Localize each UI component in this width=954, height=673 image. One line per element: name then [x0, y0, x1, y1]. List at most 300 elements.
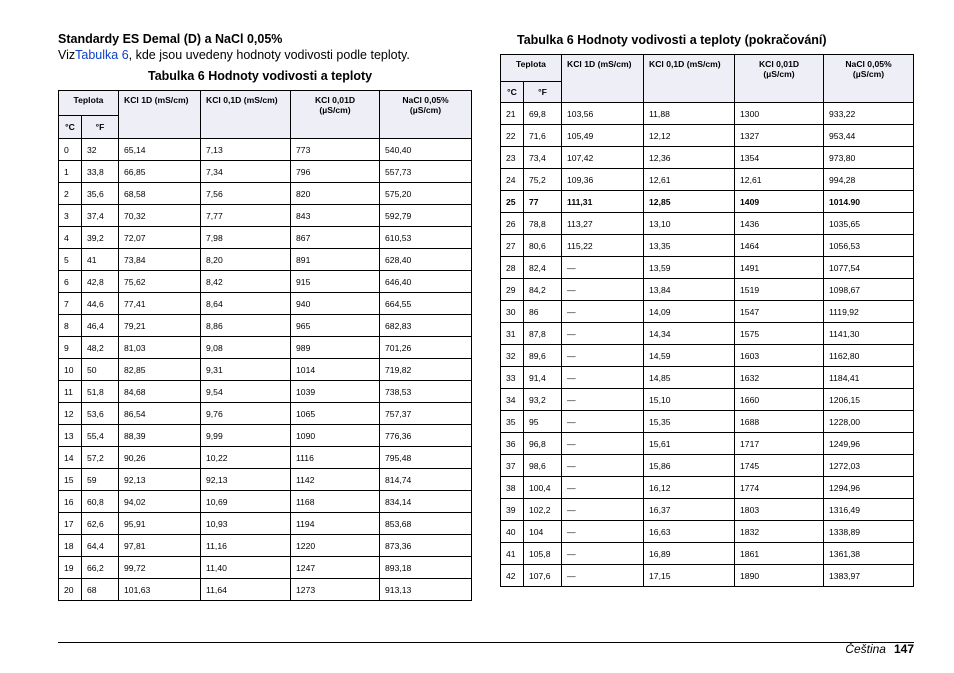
cell-fahrenheit: 96,8: [524, 433, 562, 455]
cell-fahrenheit: 41: [82, 249, 119, 271]
table-6-link[interactable]: Tabulka 6: [75, 48, 129, 62]
cell-kcl-1d: 77,41: [119, 293, 201, 315]
cell-celsius: 6: [59, 271, 82, 293]
table-right-body: [501, 103, 914, 587]
table-row: [59, 425, 472, 447]
cell-nacl: 834,14: [380, 491, 472, 513]
cell-nacl: 973,80: [824, 147, 914, 169]
cell-kcl-001d: 1273: [291, 579, 380, 601]
cell-nacl: 933,22: [824, 103, 914, 125]
table-row: [501, 191, 914, 213]
cell-nacl: 646,40: [380, 271, 472, 293]
cell-kcl-001d: 12,61: [735, 169, 824, 191]
cell-celsius: 5: [59, 249, 82, 271]
cell-celsius: 23: [501, 147, 524, 169]
table-row: [501, 235, 914, 257]
table-row: [501, 147, 914, 169]
cell-nacl: 628,40: [380, 249, 472, 271]
cell-fahrenheit: 89,6: [524, 345, 562, 367]
table-row: [501, 433, 914, 455]
table-row: [59, 183, 472, 205]
cell-kcl-001d: 773: [291, 139, 380, 161]
section-heading: Standardy ES Demal (D) a NaCl 0,05%: [58, 32, 283, 46]
cell-celsius: 3: [59, 205, 82, 227]
cell-celsius: 12: [59, 403, 82, 425]
cell-celsius: 21: [501, 103, 524, 125]
cell-celsius: 28: [501, 257, 524, 279]
cell-fahrenheit: 102,2: [524, 499, 562, 521]
cell-kcl-001d: 1832: [735, 521, 824, 543]
cell-celsius: 16: [59, 491, 82, 513]
cell-fahrenheit: 77: [524, 191, 562, 213]
cell-celsius: 20: [59, 579, 82, 601]
table-row: [501, 477, 914, 499]
cell-kcl-1d: —: [562, 257, 644, 279]
cell-nacl: 1077,54: [824, 257, 914, 279]
cell-kcl-01d: 15,86: [644, 455, 735, 477]
table-row: [59, 139, 472, 161]
cell-kcl-01d: 7,77: [201, 205, 291, 227]
cell-celsius: 1: [59, 161, 82, 183]
cell-kcl-1d: 111,31: [562, 191, 644, 213]
cell-fahrenheit: 73,4: [524, 147, 562, 169]
cell-kcl-01d: 15,35: [644, 411, 735, 433]
cell-kcl-01d: 12,12: [644, 125, 735, 147]
cell-nacl: 540,40: [380, 139, 472, 161]
cell-kcl-01d: 8,64: [201, 293, 291, 315]
cell-nacl: 1228,00: [824, 411, 914, 433]
cell-fahrenheit: 100,4: [524, 477, 562, 499]
table-row: [59, 205, 472, 227]
cell-kcl-001d: 1354: [735, 147, 824, 169]
cell-kcl-1d: 88,39: [119, 425, 201, 447]
cell-kcl-001d: 1491: [735, 257, 824, 279]
header-celsius: °C: [501, 82, 524, 103]
cell-kcl-1d: —: [562, 477, 644, 499]
cell-kcl-001d: 1519: [735, 279, 824, 301]
table-row: [59, 161, 472, 183]
table-row: [59, 579, 472, 601]
cell-kcl-01d: 8,42: [201, 271, 291, 293]
cell-kcl-1d: 72,07: [119, 227, 201, 249]
cell-kcl-1d: —: [562, 279, 644, 301]
section-intro: [58, 48, 410, 62]
cell-celsius: 42: [501, 565, 524, 587]
cell-fahrenheit: 60,8: [82, 491, 119, 513]
table-row: [501, 213, 914, 235]
cell-fahrenheit: 51,8: [82, 381, 119, 403]
intro-prefix: Viz: [58, 48, 76, 62]
table-right-caption: Tabulka 6 Hodnoty vodivosti a teploty (pokračování): [517, 33, 827, 47]
cell-kcl-001d: 1660: [735, 389, 824, 411]
cell-kcl-1d: 90,26: [119, 447, 201, 469]
cell-kcl-001d: 1327: [735, 125, 824, 147]
table-row: [59, 315, 472, 337]
header-temperature: Teplota: [59, 91, 119, 116]
cell-celsius: 27: [501, 235, 524, 257]
cell-kcl-1d: 92,13: [119, 469, 201, 491]
table-row: [59, 557, 472, 579]
table-row: [501, 103, 914, 125]
cell-kcl-001d: 1803: [735, 499, 824, 521]
cell-fahrenheit: 64,4: [82, 535, 119, 557]
cell-kcl-1d: 101,63: [119, 579, 201, 601]
cell-fahrenheit: 62,6: [82, 513, 119, 535]
cell-nacl: 1338,89: [824, 521, 914, 543]
cell-kcl-1d: —: [562, 455, 644, 477]
cell-kcl-001d: 891: [291, 249, 380, 271]
cell-kcl-1d: —: [562, 411, 644, 433]
cell-celsius: 2: [59, 183, 82, 205]
cell-fahrenheit: 46,4: [82, 315, 119, 337]
page-number: 147: [893, 642, 914, 656]
cell-kcl-01d: 16,37: [644, 499, 735, 521]
table-row: [501, 389, 914, 411]
cell-nacl: 1272,03: [824, 455, 914, 477]
table-row: [59, 337, 472, 359]
cell-kcl-1d: 84,68: [119, 381, 201, 403]
cell-nacl: 853,68: [380, 513, 472, 535]
cell-kcl-001d: 1090: [291, 425, 380, 447]
cell-celsius: 26: [501, 213, 524, 235]
cell-fahrenheit: 86: [524, 301, 562, 323]
cell-kcl-01d: 7,56: [201, 183, 291, 205]
cell-fahrenheit: 35,6: [82, 183, 119, 205]
header-temperature: Teplota: [501, 55, 562, 82]
table-row: [59, 381, 472, 403]
cell-nacl: 719,82: [380, 359, 472, 381]
header-fahrenheit: °F: [82, 116, 119, 139]
cell-kcl-001d: 1745: [735, 455, 824, 477]
cell-kcl-1d: 70,32: [119, 205, 201, 227]
table-row: [501, 301, 914, 323]
cell-celsius: 34: [501, 389, 524, 411]
cell-celsius: 18: [59, 535, 82, 557]
cell-kcl-01d: 12,61: [644, 169, 735, 191]
cell-nacl: 1383,97: [824, 565, 914, 587]
cell-fahrenheit: 66,2: [82, 557, 119, 579]
cell-kcl-01d: 12,36: [644, 147, 735, 169]
cell-kcl-1d: 99,72: [119, 557, 201, 579]
cell-kcl-1d: —: [562, 565, 644, 587]
cell-nacl: 1249,96: [824, 433, 914, 455]
cell-celsius: 11: [59, 381, 82, 403]
cell-kcl-01d: 15,61: [644, 433, 735, 455]
header-kcl-01d: KCl 0,1D (mS/cm): [644, 55, 735, 103]
cell-kcl-001d: 1861: [735, 543, 824, 565]
footer-divider: [58, 642, 914, 643]
cell-kcl-01d: 11,16: [201, 535, 291, 557]
cell-celsius: 22: [501, 125, 524, 147]
table-row: [501, 367, 914, 389]
cell-kcl-1d: 73,84: [119, 249, 201, 271]
table-row: [59, 491, 472, 513]
cell-kcl-01d: 15,10: [644, 389, 735, 411]
table-row: [501, 257, 914, 279]
cell-kcl-1d: 68,58: [119, 183, 201, 205]
cell-kcl-001d: 989: [291, 337, 380, 359]
cell-kcl-001d: 867: [291, 227, 380, 249]
cell-kcl-01d: 10,69: [201, 491, 291, 513]
cell-kcl-001d: 1547: [735, 301, 824, 323]
table-row: [501, 323, 914, 345]
cell-celsius: 37: [501, 455, 524, 477]
cell-fahrenheit: 39,2: [82, 227, 119, 249]
table-row: [501, 345, 914, 367]
cell-celsius: 38: [501, 477, 524, 499]
cell-fahrenheit: 37,4: [82, 205, 119, 227]
conductivity-table-left: [58, 90, 472, 601]
cell-celsius: 0: [59, 139, 82, 161]
cell-nacl: 701,26: [380, 337, 472, 359]
table-row: [501, 411, 914, 433]
cell-kcl-1d: —: [562, 543, 644, 565]
cell-fahrenheit: 78,8: [524, 213, 562, 235]
cell-kcl-01d: 8,86: [201, 315, 291, 337]
header-nacl: NaCl 0,05% (µS/cm): [380, 91, 472, 139]
cell-kcl-001d: 1194: [291, 513, 380, 535]
cell-kcl-1d: —: [562, 521, 644, 543]
cell-nacl: 592,79: [380, 205, 472, 227]
cell-nacl: 1162,80: [824, 345, 914, 367]
cell-kcl-001d: 1116: [291, 447, 380, 469]
cell-fahrenheit: 95: [524, 411, 562, 433]
cell-kcl-1d: 105,49: [562, 125, 644, 147]
cell-fahrenheit: 91,4: [524, 367, 562, 389]
cell-celsius: 7: [59, 293, 82, 315]
cell-celsius: 40: [501, 521, 524, 543]
cell-fahrenheit: 84,2: [524, 279, 562, 301]
cell-nacl: 994,28: [824, 169, 914, 191]
cell-nacl: 610,53: [380, 227, 472, 249]
header-kcl-01d: KCl 0,1D (mS/cm): [201, 91, 291, 139]
cell-kcl-1d: —: [562, 367, 644, 389]
cell-nacl: 575,20: [380, 183, 472, 205]
table-row: [59, 249, 472, 271]
cell-kcl-001d: 1688: [735, 411, 824, 433]
cell-celsius: 39: [501, 499, 524, 521]
cell-kcl-01d: 14,09: [644, 301, 735, 323]
cell-kcl-001d: 1436: [735, 213, 824, 235]
cell-fahrenheit: 98,6: [524, 455, 562, 477]
cell-kcl-1d: 86,54: [119, 403, 201, 425]
cell-fahrenheit: 33,8: [82, 161, 119, 183]
cell-kcl-01d: 16,12: [644, 477, 735, 499]
cell-celsius: 15: [59, 469, 82, 491]
table-row: [501, 455, 914, 477]
cell-kcl-1d: 82,85: [119, 359, 201, 381]
cell-kcl-001d: 796: [291, 161, 380, 183]
cell-kcl-1d: —: [562, 345, 644, 367]
cell-fahrenheit: 42,8: [82, 271, 119, 293]
cell-nacl: 814,74: [380, 469, 472, 491]
cell-fahrenheit: 80,6: [524, 235, 562, 257]
cell-kcl-01d: 11,64: [201, 579, 291, 601]
cell-nacl: 795,48: [380, 447, 472, 469]
cell-fahrenheit: 59: [82, 469, 119, 491]
cell-kcl-01d: 9,76: [201, 403, 291, 425]
cell-kcl-01d: 13,84: [644, 279, 735, 301]
cell-celsius: 29: [501, 279, 524, 301]
cell-kcl-01d: 7,13: [201, 139, 291, 161]
cell-kcl-01d: 9,99: [201, 425, 291, 447]
cell-nacl: 1184,41: [824, 367, 914, 389]
cell-kcl-01d: 13,35: [644, 235, 735, 257]
table-row: [501, 279, 914, 301]
cell-kcl-1d: 97,81: [119, 535, 201, 557]
cell-kcl-001d: 1632: [735, 367, 824, 389]
cell-nacl: 913,13: [380, 579, 472, 601]
cell-kcl-1d: 65,14: [119, 139, 201, 161]
cell-nacl: 776,36: [380, 425, 472, 447]
cell-kcl-01d: 14,34: [644, 323, 735, 345]
table-row: [59, 469, 472, 491]
cell-fahrenheit: 55,4: [82, 425, 119, 447]
cell-kcl-1d: —: [562, 389, 644, 411]
cell-nacl: 557,73: [380, 161, 472, 183]
cell-kcl-001d: 1409: [735, 191, 824, 213]
cell-kcl-001d: 1247: [291, 557, 380, 579]
cell-kcl-01d: 8,20: [201, 249, 291, 271]
table-row: [501, 565, 914, 587]
cell-kcl-01d: 10,93: [201, 513, 291, 535]
cell-nacl: 1361,38: [824, 543, 914, 565]
cell-nacl: 664,55: [380, 293, 472, 315]
cell-nacl: 1206,15: [824, 389, 914, 411]
cell-kcl-001d: 1774: [735, 477, 824, 499]
table-row: [59, 447, 472, 469]
cell-fahrenheit: 104: [524, 521, 562, 543]
cell-kcl-01d: 14,85: [644, 367, 735, 389]
cell-kcl-001d: 1220: [291, 535, 380, 557]
cell-nacl: 873,36: [380, 535, 472, 557]
cell-fahrenheit: 44,6: [82, 293, 119, 315]
cell-celsius: 4: [59, 227, 82, 249]
cell-fahrenheit: 107,6: [524, 565, 562, 587]
table-row: [59, 271, 472, 293]
cell-kcl-1d: 94,02: [119, 491, 201, 513]
cell-nacl: 1098,67: [824, 279, 914, 301]
header-kcl-001d: KCl 0,01D (µS/cm): [291, 91, 380, 139]
cell-kcl-01d: 9,31: [201, 359, 291, 381]
cell-kcl-01d: 7,34: [201, 161, 291, 183]
cell-celsius: 19: [59, 557, 82, 579]
cell-fahrenheit: 93,2: [524, 389, 562, 411]
cell-nacl: 682,83: [380, 315, 472, 337]
cell-kcl-001d: 1464: [735, 235, 824, 257]
cell-kcl-01d: 10,22: [201, 447, 291, 469]
cell-kcl-001d: 1603: [735, 345, 824, 367]
cell-celsius: 36: [501, 433, 524, 455]
cell-fahrenheit: 68: [82, 579, 119, 601]
cell-kcl-01d: 9,54: [201, 381, 291, 403]
cell-kcl-1d: —: [562, 499, 644, 521]
cell-celsius: 41: [501, 543, 524, 565]
cell-celsius: 24: [501, 169, 524, 191]
cell-celsius: 25: [501, 191, 524, 213]
cell-nacl: 757,37: [380, 403, 472, 425]
cell-kcl-1d: 81,03: [119, 337, 201, 359]
cell-kcl-1d: 115,22: [562, 235, 644, 257]
cell-kcl-01d: 13,59: [644, 257, 735, 279]
cell-fahrenheit: 105,8: [524, 543, 562, 565]
cell-kcl-1d: —: [562, 433, 644, 455]
cell-nacl: 893,18: [380, 557, 472, 579]
cell-fahrenheit: 71,6: [524, 125, 562, 147]
cell-kcl-1d: 95,91: [119, 513, 201, 535]
cell-kcl-01d: 14,59: [644, 345, 735, 367]
table-row: [501, 521, 914, 543]
table-row: [59, 227, 472, 249]
footer-language: Čeština: [845, 642, 886, 656]
cell-nacl: 1141,30: [824, 323, 914, 345]
header-kcl-1d: KCl 1D (mS/cm): [562, 55, 644, 103]
cell-celsius: 30: [501, 301, 524, 323]
cell-nacl: 1119,92: [824, 301, 914, 323]
cell-kcl-01d: 7,98: [201, 227, 291, 249]
cell-kcl-001d: 940: [291, 293, 380, 315]
cell-kcl-1d: 113,27: [562, 213, 644, 235]
header-kcl-001d: KCl 0,01D (µS/cm): [735, 55, 824, 103]
table-row: [501, 125, 914, 147]
cell-kcl-001d: 1142: [291, 469, 380, 491]
table-row: [59, 359, 472, 381]
cell-kcl-1d: 107,42: [562, 147, 644, 169]
cell-kcl-01d: 11,40: [201, 557, 291, 579]
header-nacl: NaCl 0,05% (µS/cm): [824, 55, 914, 103]
cell-celsius: 31: [501, 323, 524, 345]
cell-fahrenheit: 75,2: [524, 169, 562, 191]
cell-kcl-01d: 16,63: [644, 521, 735, 543]
table-row: [59, 293, 472, 315]
cell-celsius: 32: [501, 345, 524, 367]
cell-kcl-01d: 92,13: [201, 469, 291, 491]
cell-kcl-001d: 965: [291, 315, 380, 337]
table-row: [59, 535, 472, 557]
table-row: [501, 169, 914, 191]
cell-nacl: 738,53: [380, 381, 472, 403]
cell-kcl-001d: 1300: [735, 103, 824, 125]
cell-fahrenheit: 82,4: [524, 257, 562, 279]
cell-kcl-001d: 1168: [291, 491, 380, 513]
header-fahrenheit: °F: [524, 82, 562, 103]
cell-celsius: 10: [59, 359, 82, 381]
cell-celsius: 8: [59, 315, 82, 337]
cell-nacl: 1014.90: [824, 191, 914, 213]
cell-kcl-001d: 1014: [291, 359, 380, 381]
cell-nacl: 953,44: [824, 125, 914, 147]
cell-celsius: 14: [59, 447, 82, 469]
table-left-body: [59, 139, 472, 601]
cell-kcl-001d: 1039: [291, 381, 380, 403]
intro-suffix: , kde jsou uvedeny hodnoty vodivosti podle teploty.: [128, 48, 410, 62]
table-row: [501, 543, 914, 565]
cell-nacl: 1294,96: [824, 477, 914, 499]
cell-kcl-1d: 79,21: [119, 315, 201, 337]
cell-kcl-001d: 1575: [735, 323, 824, 345]
cell-kcl-1d: —: [562, 301, 644, 323]
cell-celsius: 17: [59, 513, 82, 535]
cell-kcl-001d: 820: [291, 183, 380, 205]
cell-fahrenheit: 69,8: [524, 103, 562, 125]
cell-kcl-01d: 12,85: [644, 191, 735, 213]
cell-kcl-1d: 75,62: [119, 271, 201, 293]
header-celsius: °C: [59, 116, 82, 139]
cell-kcl-1d: 66,85: [119, 161, 201, 183]
cell-kcl-01d: 16,89: [644, 543, 735, 565]
cell-fahrenheit: 57,2: [82, 447, 119, 469]
cell-kcl-001d: 1890: [735, 565, 824, 587]
